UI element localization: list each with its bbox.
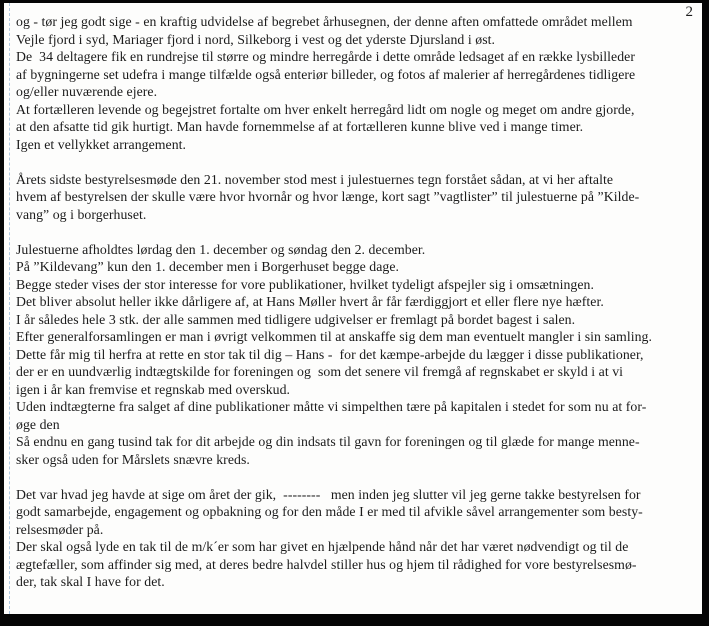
text-line: og - tør jeg godt sige - en kraftig udvidelse af begrebet århusegnen, der denne aften omfattede området mellem [16,14,633,29]
text-line: Årets sidste bestyrelsesmøde den 21. november stod mest i julestuernes tegn forstået sådan, at vi her aftalte [16,171,614,187]
margin-guide-line [9,3,10,614]
text-line: og/eller nuværende ejere. [16,84,158,99]
text-line: hvem af bestyrelsen der skulle være hvor hvornår og hvor længe, kort sagt ”vagtlister” til julestuerne på ”Kilde- [16,189,640,204]
text-line: der er en uundværlig indtægtskilde for foreningen og som det senere vil fremgå af regnskabet er skyld i at vi [16,364,624,379]
text-line: relsesmøder på. [16,521,104,537]
text-line: ægtefæller, som affinder sig med, at deres bedre halvdel stiller hus og hjem til rådighed for vore bestyrelsesmø- [16,556,637,572]
text-line: der, tak skal I have for det. [16,574,165,589]
paragraph-block [16,13,700,153]
paragraph-block [16,241,700,469]
paragraph-block [16,171,700,224]
paragraph-block [16,486,700,591]
page-number: 2 [685,4,693,20]
text-line: Igen et vellykket arrangement. [16,136,187,152]
text-line: Efter generalforsamlingen er man i øvrigt velkommen til at anskaffe sig dem man eventuelt mangler i sin samling. [16,329,652,344]
text-line: af bygningerne set udefra i mange tilfælde også enteriør billeder, og fotos af malerier af herregårdenes tidligere [16,66,636,82]
text-line: Begge steder vises der stor interesse for vore publikationer, hvilket tydeligt afspejler sig i omsætningen. [16,276,595,292]
text-line: Det var hvad jeg havde at sige om året der gik, -------- men inden jeg slutter vil jeg gerne takke bestyrelsen for [16,486,641,502]
text-line: Julestuerne afholdtes lørdag den 1. december og søndag den 2. december. [16,241,426,257]
text-line: vang” og i borgerhuset. [16,206,147,222]
text-line: Så endnu en gang tusind tak for dit arbejde og din indsats til gavn for foreningen og til glæde for mange menne- [16,434,640,449]
text-line: godt samarbejde, engagement og opbakning og for den måde I er med til afvikle såvel arrangementer som besty- [16,504,643,519]
text-line: Uden indtægterne fra salget af dine publikationer måtte vi simpelthen tære på kapitalen i stedet for som nu at for- [16,399,647,414]
text-line: De 34 deltagere fik en rundrejse til større og mindre herregårde i dette område ledsaget af en række lysbilleder [16,49,635,64]
text-line: igen i år kan fremvise et regnskab med overskud. [16,381,291,397]
text-line: at den afsatte tid gik hurtigt. Man havde fornemmelse af at fortælleren kunne blive ved i mange timer. [16,119,584,134]
text-line: Det bliver absolut heller ikke dårligere af, at Hans Møller hvert år får færdiggjort et eller flere nye hæfter. [16,294,604,309]
text-line: øge den [16,416,60,432]
document-text [16,13,700,591]
text-line: Vejle fjord i syd, Mariager fjord i nord, Silkeborg i vest og det yderste Djursland i øst. [16,31,496,47]
text-line: sker også uden for Mårslets snævre kreds. [16,451,250,467]
text-line: At fortælleren levende og begejstret fortalte om hver enkelt herregård lidt om nogle og meget om andre gjorde, [16,101,635,117]
text-line: Der skal også lyde en tak til de m/k´er som har givet en hjælpende hånd når det har været nødvendigt og til de [16,539,629,554]
text-line: Dette får mig til herfra at rette en stor tak til dig – Hans - for det kæmpe-arbejde du lægger i disse publikationer, [16,346,644,362]
document-page [4,3,702,614]
text-line: På ”Kildevang” kun den 1. december men i Borgerhuset begge dage. [16,259,399,274]
text-line: I år således hele 3 stk. der alle sammen med tidligere udgivelser er fremlagt på bordet bagest i salen. [16,311,576,327]
